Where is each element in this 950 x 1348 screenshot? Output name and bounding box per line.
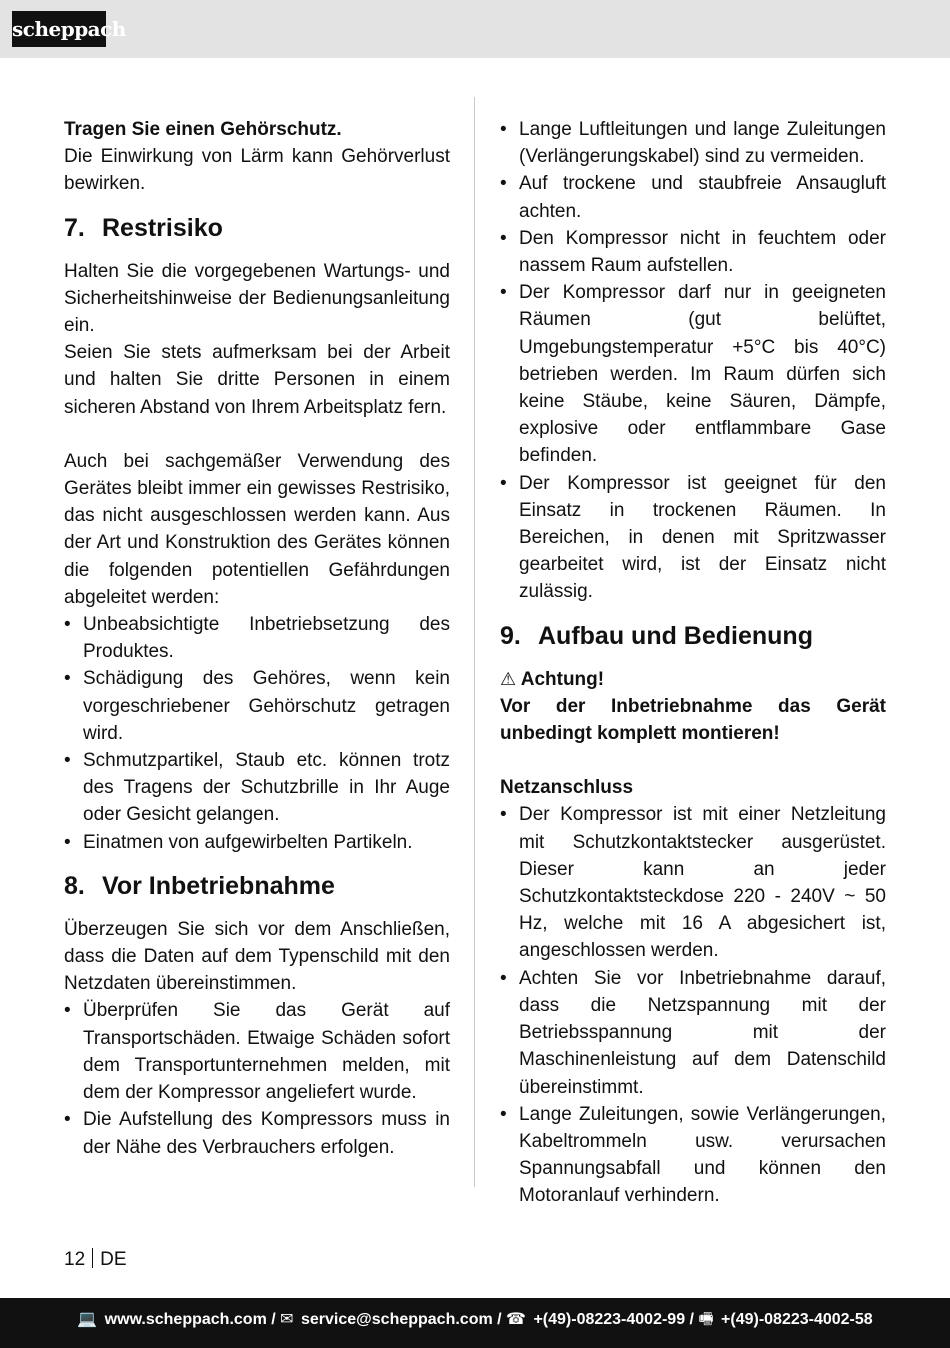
section-9-heading <box>500 620 886 652</box>
section-7-list <box>64 611 450 856</box>
list-item: • Unbeabsichtigte Inbetriebsetzung des Produktes. <box>64 611 450 665</box>
ear-protection-heading: Tragen Sie einen Gehörschutz. <box>64 119 342 140</box>
warning-icon: ⚠ <box>500 668 517 689</box>
section-7-paragraph-3: Auch bei sachgemäßer Verwendung des Gerätes bleibt immer ein gewisses Restrisiko, das nicht ausgeschlossen werden kann. Aus der Art und Konstruktion des Gerätes können die folgenden potentiellen Gefährdungen abgeleitet werden: <box>64 450 450 608</box>
contact-bar <box>0 1298 950 1348</box>
section-8-number: 8. <box>64 871 85 900</box>
section-9-number: 9. <box>500 621 521 650</box>
section-9-title: Aufbau und Bedienung <box>538 621 813 650</box>
website-link[interactable]: www.scheppach.com / <box>104 1311 276 1328</box>
mail-icon: ✉ <box>280 1311 294 1328</box>
power-connection-heading: Netzanschluss <box>500 777 634 799</box>
list-item: • Die Aufstellung des Kompressors muss in der Nähe des Verbrauchers erfolgen. <box>64 1106 450 1160</box>
left-column <box>64 116 450 1161</box>
section-8-list-continued <box>500 116 886 606</box>
section-8-heading <box>64 870 450 902</box>
page-footer <box>64 1248 127 1272</box>
list-item: • Überprüfen Sie das Gerät auf Transportschäden. Etwaige Schäden sofort dem Transportunternehmen melden, mit dem der Kompressor angeliefert wurde. <box>64 997 450 1106</box>
page-language: DE <box>100 1249 127 1270</box>
list-item: • Lange Zuleitungen, sowie Verlängerungen, Kabeltrommeln usw. verursachen Spannungsabfall und können den Motoranlauf verhindern. <box>500 1101 886 1210</box>
list-item: • Auf trockene und staubfreie Ansaugluft achten. <box>500 170 886 224</box>
section-8-title: Vor Inbetriebnahme <box>102 871 335 900</box>
column-divider <box>474 97 475 1187</box>
fax-number: +(49)-08223-4002-58 <box>721 1311 873 1328</box>
list-item: • Der Kompressor ist mit einer Netzleitung mit Schutzkontaktstecker ausgerüstet. Dieser kann an jeder Schutzkontaktsteckdose 220 - 240V ~ 50 Hz, welche mit 16 A abgesichert ist, angeschlossen werden. <box>500 801 886 964</box>
right-column <box>500 116 886 1210</box>
section-7-heading <box>64 212 450 244</box>
warning-text: Vor der Inbetriebnahme das Gerät unbedingt komplett montieren! <box>500 695 886 745</box>
page-separator <box>92 1248 93 1268</box>
power-connection-list <box>500 801 886 1209</box>
list-item: • Lange Luftleitungen und lange Zuleitungen (Verlängerungskabel) sind zu vermeiden. <box>500 116 886 170</box>
section-8-paragraph-1: Überzeugen Sie sich vor dem Anschließen, dass die Daten auf dem Typenschild mit den Netzdaten übereinstimmen. <box>64 918 450 995</box>
warning-heading <box>500 666 886 693</box>
list-item: • Einatmen von aufgewirbelten Partikeln. <box>64 829 450 856</box>
list-item: • Schädigung des Gehöres, wenn kein vorgeschriebener Gehörschutz getragen wird. <box>64 665 450 747</box>
page-number: 12 <box>64 1249 86 1270</box>
email-link[interactable]: service@scheppach.com / <box>301 1311 502 1328</box>
fax-icon: 🖷 <box>698 1311 714 1328</box>
scheppach-logo: scheppach <box>12 11 106 47</box>
section-7-paragraph-1: Halten Sie die vorgegebenen Wartungs- und Sicherheitshinweise der Bedienungsanleitung ein. <box>64 260 450 337</box>
header-bar <box>0 0 950 58</box>
warning-title: Achtung! <box>520 668 605 690</box>
ear-protection-text: Die Einwirkung von Lärm kann Gehörverlust bewirken. <box>64 146 450 195</box>
section-7-paragraph-2: Seien Sie stets aufmerksam bei der Arbeit und halten Sie dritte Personen in einem sicheren Abstand von Ihrem Arbeitsplatz fern. <box>64 342 450 418</box>
list-item: • Der Kompressor ist geeignet für den Einsatz in trockenen Räumen. In Bereichen, in denen mit Spritzwasser gearbeitet wird, ist der Einsatz nicht zulässig. <box>500 470 886 606</box>
phone-icon: ☎ <box>506 1311 526 1328</box>
computer-icon: 💻 <box>77 1311 98 1328</box>
list-item: • Achten Sie vor Inbetriebnahme darauf, dass die Netzspannung mit der Betriebsspannung mit der Maschinenleistung auf dem Datenschild übereinstimmt. <box>500 965 886 1101</box>
list-item: • Den Kompressor nicht in feuchtem oder nassem Raum aufstellen. <box>500 225 886 279</box>
section-7-number: 7. <box>64 213 85 242</box>
list-item: • Der Kompressor darf nur in geeigneten Räumen (gut belüftet, Umgebungstemperatur +5°C bis 40°C) betrieben werden. Im Raum dürfen sich keine Stäube, keine Säuren, Dämpfe, explosive oder entflammbare Gase befinden. <box>500 279 886 469</box>
section-7-title: Restrisiko <box>102 213 223 242</box>
section-8-list <box>64 997 450 1160</box>
list-item: • Schmutzpartikel, Staub etc. können trotz des Tragens der Schutzbrille in Ihr Auge oder Gesicht gelangen. <box>64 747 450 829</box>
phone-number: +(49)-08223-4002-99 / <box>533 1311 694 1328</box>
